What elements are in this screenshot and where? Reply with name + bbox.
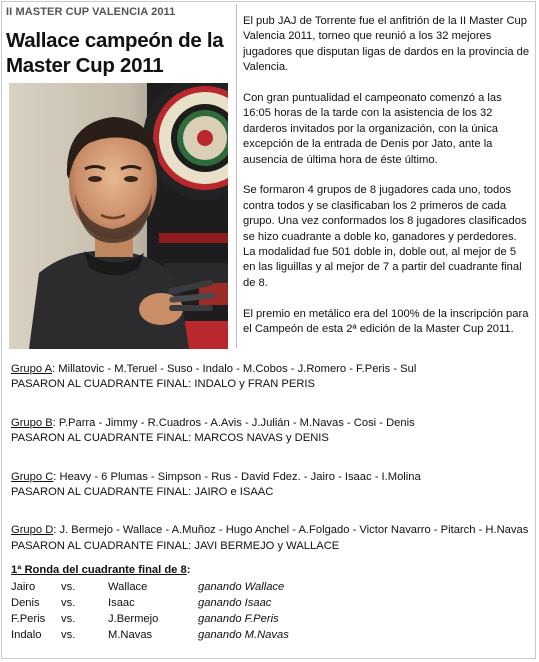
group-label: Grupo C [11, 470, 54, 483]
group-result: PASARON AL CUADRANTE FINAL: INDALO y FRAN PERIS [11, 378, 315, 391]
group-result: PASARON AL CUADRANTE FINAL: MARCOS NAVAS y DENIS [11, 432, 329, 445]
round-title: 1ª Ronda del cuadrante final de 8: [11, 564, 191, 576]
player-photo [9, 83, 228, 349]
headline: Wallace campeón de la Master Cup 2011 [6, 29, 224, 77]
group-players: : P.Parra - Jimmy - R.Cuadros - A.Avis - J.Julián - M.Navas - Cosi - Denis [52, 416, 415, 429]
table-row: Jairo vs. Wallace ganando Wallace [11, 581, 285, 593]
group-label: Grupo B [11, 416, 53, 429]
matches-table [11, 579, 289, 643]
group-result: PASARON AL CUADRANTE FINAL: JAVI BERMEJO y WALLACE [11, 539, 340, 552]
paragraph-1: El pub JAJ de Torrente fue el anfitrión de la II Master Cup Valencia 2011, torneo que reunió a los 32 mejores jugadores que disputan ligas de dardos en la provincia de Valencia. [243, 15, 530, 74]
group-players: : Heavy - 6 Plumas - Simpson - Rus - David Fdez. - Jairo - Isaac - I.Molina [53, 470, 421, 483]
kicker: II MASTER CUP VALENCIA 2011 [6, 6, 176, 18]
table-row: F.Peris vs. J.Bermejo ganando F.Peris [11, 613, 279, 625]
paragraph-4: El premio en metálico era del 100% de la inscripción para el Campeón de esta 2ª edición de la Master Cup 2011. [243, 307, 529, 336]
group-b [11, 416, 531, 447]
paragraph-3: Se formaron 4 grupos de 8 jugadores cada uno, todos contra todos y se clasificaban los 2 primeros de cada grupo. Una vez conformados los 8 jugadores clasificados se hizo cuadrante a doble ko, ganadores y perdedores. La modalidad fue 501 doble in, doble out, al mejor de 5 en las liguillas y al mejor de 7 a partir del cuadrante final de 8. [243, 184, 527, 289]
groups-section [11, 362, 531, 577]
group-c [11, 470, 531, 501]
group-d [11, 523, 531, 554]
article-intro [243, 14, 531, 353]
table-row: Indalo vs. M.Navas ganando M.Navas [11, 629, 289, 641]
round-section [11, 562, 411, 643]
group-label: Grupo A [11, 363, 53, 375]
group-label: Grupo D [11, 524, 54, 537]
group-players: : J. Bermejo - Wallace - A.Muñoz - Hugo Anchel - A.Folgado - Victor Navarro - Pitarch - H.Navas [53, 524, 529, 537]
group-players: : Millatovic - M.Teruel - Suso - Indalo - M.Cobos - J.Romero - F.Peris - Sul [52, 363, 417, 375]
group-a [11, 362, 531, 393]
table-row: Denis vs. Isaac ganando Isaac [11, 597, 272, 609]
paragraph-2: Con gran puntualidad el campeonato comenzó a las 16:05 horas de la tarde con la asistencia de los 32 darderos invitados por la organización, con la única excepción de la entrada de Denis por Jato, ante la ausencia de última hora de éste último. [243, 92, 502, 166]
group-result: PASARON AL CUADRANTE FINAL: JAIRO e ISAAC [11, 486, 274, 499]
